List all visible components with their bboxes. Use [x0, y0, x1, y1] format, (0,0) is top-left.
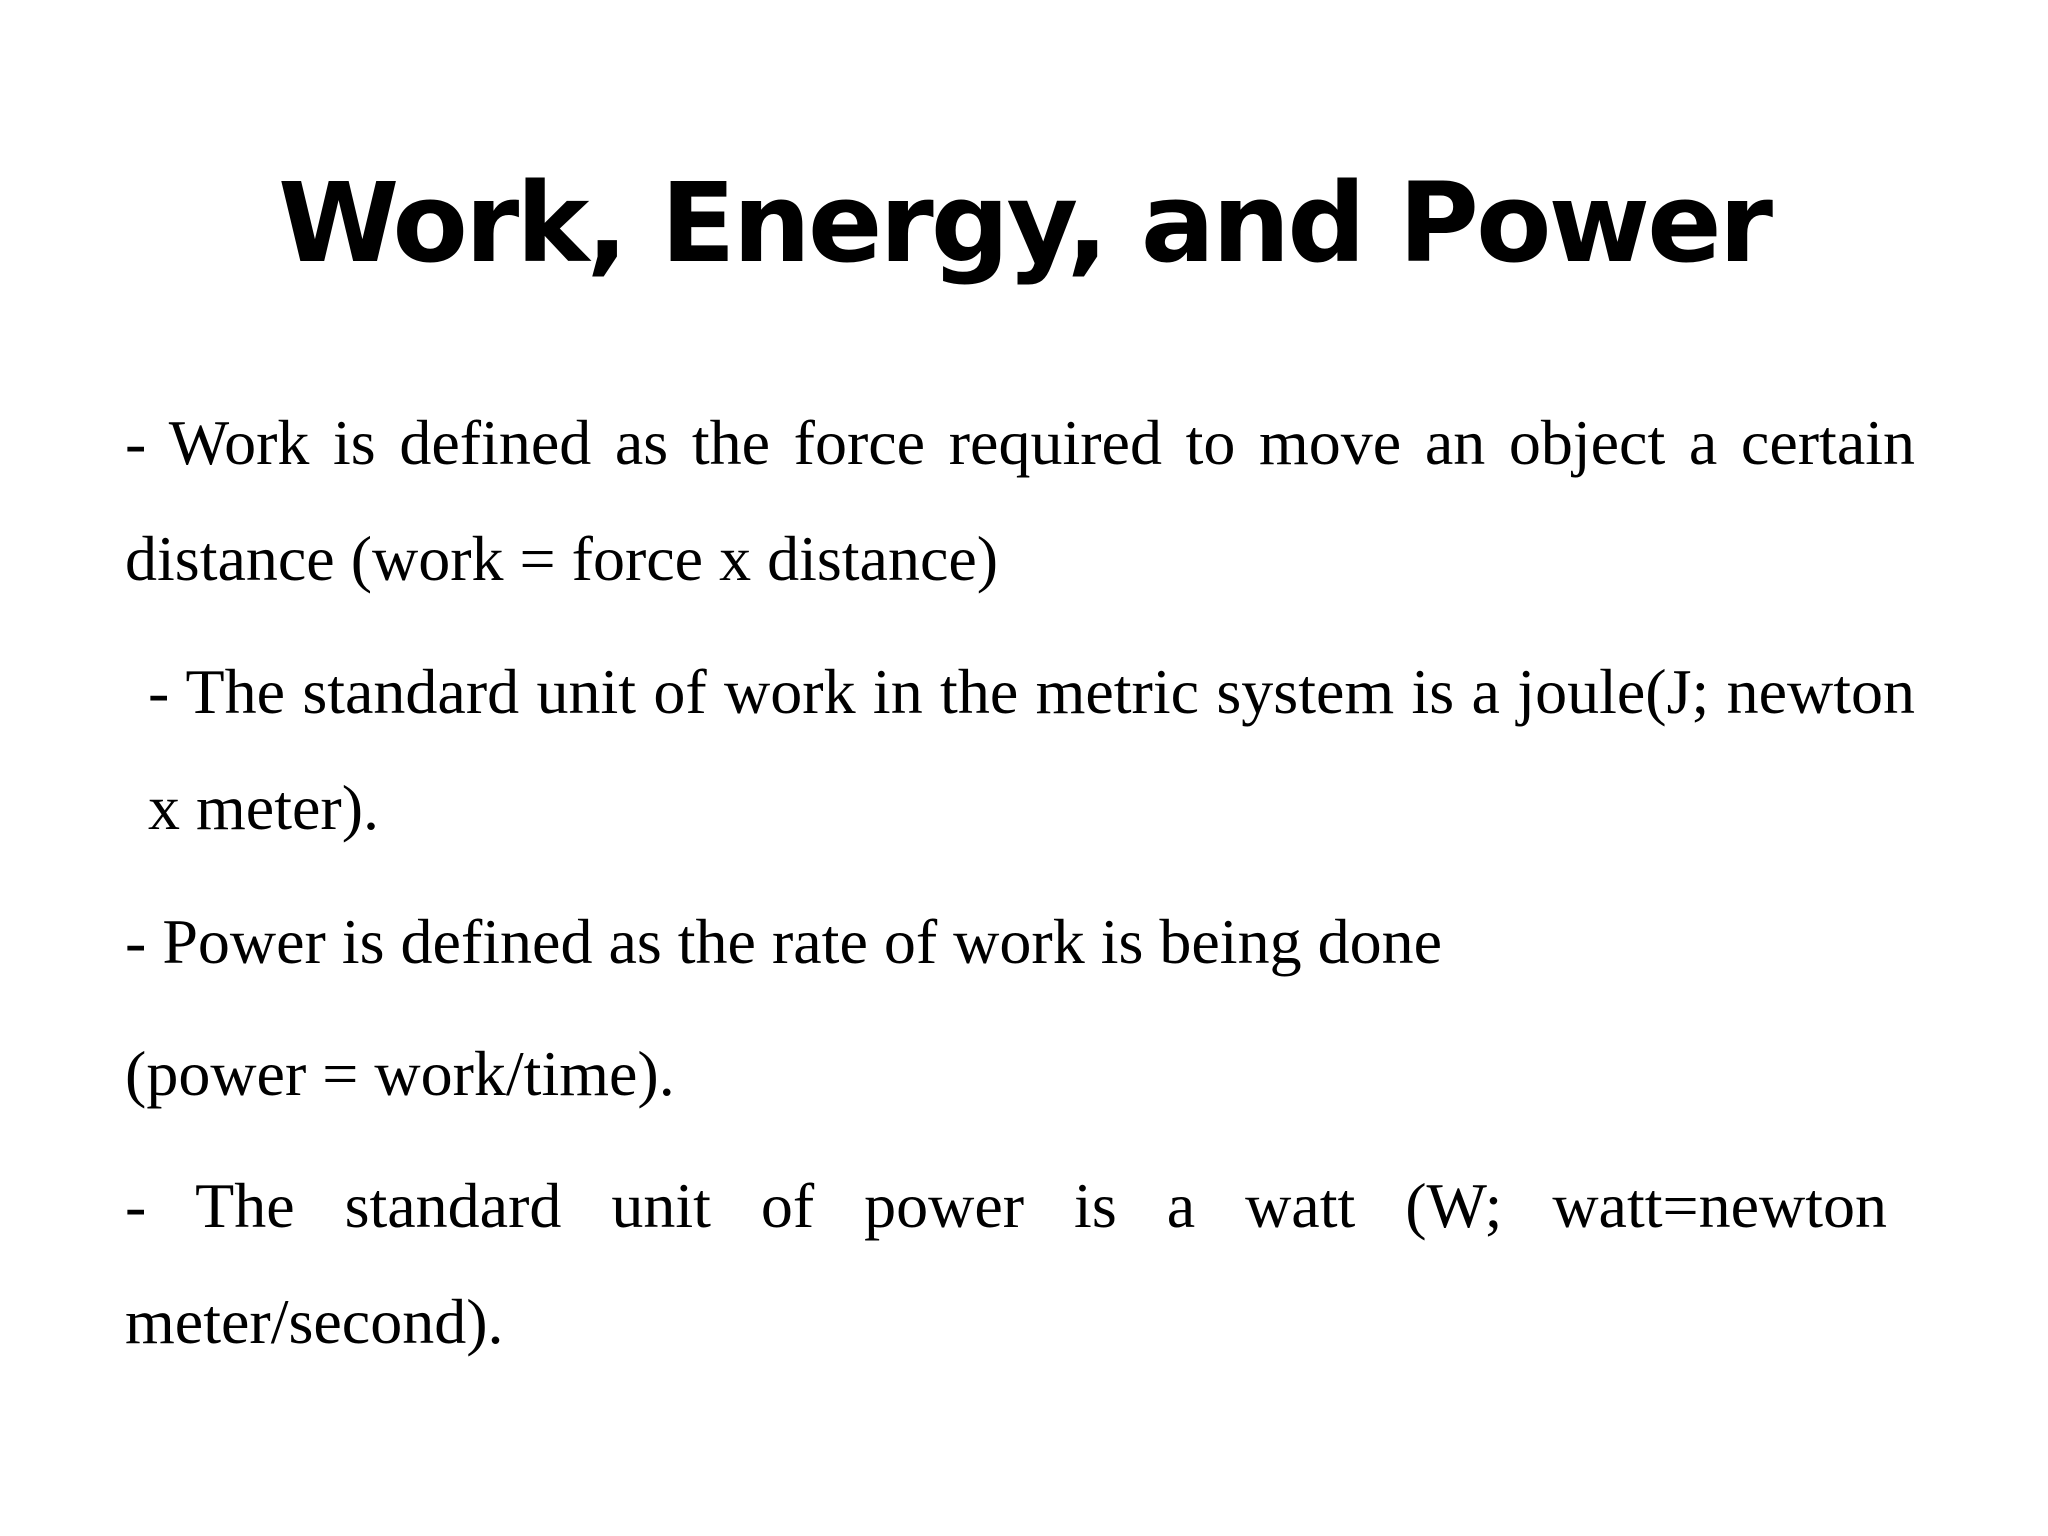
paragraph-power-definition: - Power is defined as the rate of work is being done — [125, 906, 1442, 977]
paragraph-work-definition: - Work is defined as the force required to move an object a certain distance (work = force x distance) — [125, 407, 1915, 594]
slide-title: Work, Energy, and Power — [277, 159, 1770, 287]
paragraph-power-unit: - The standard unit of power is a watt (W; watt=newton meter/second). — [125, 1170, 1887, 1357]
paragraph-work-unit: - The standard unit of work in the metric system is a joule(J; newton x meter). — [148, 656, 1915, 843]
paragraph-power-formula: (power = work/time). — [125, 1038, 675, 1109]
